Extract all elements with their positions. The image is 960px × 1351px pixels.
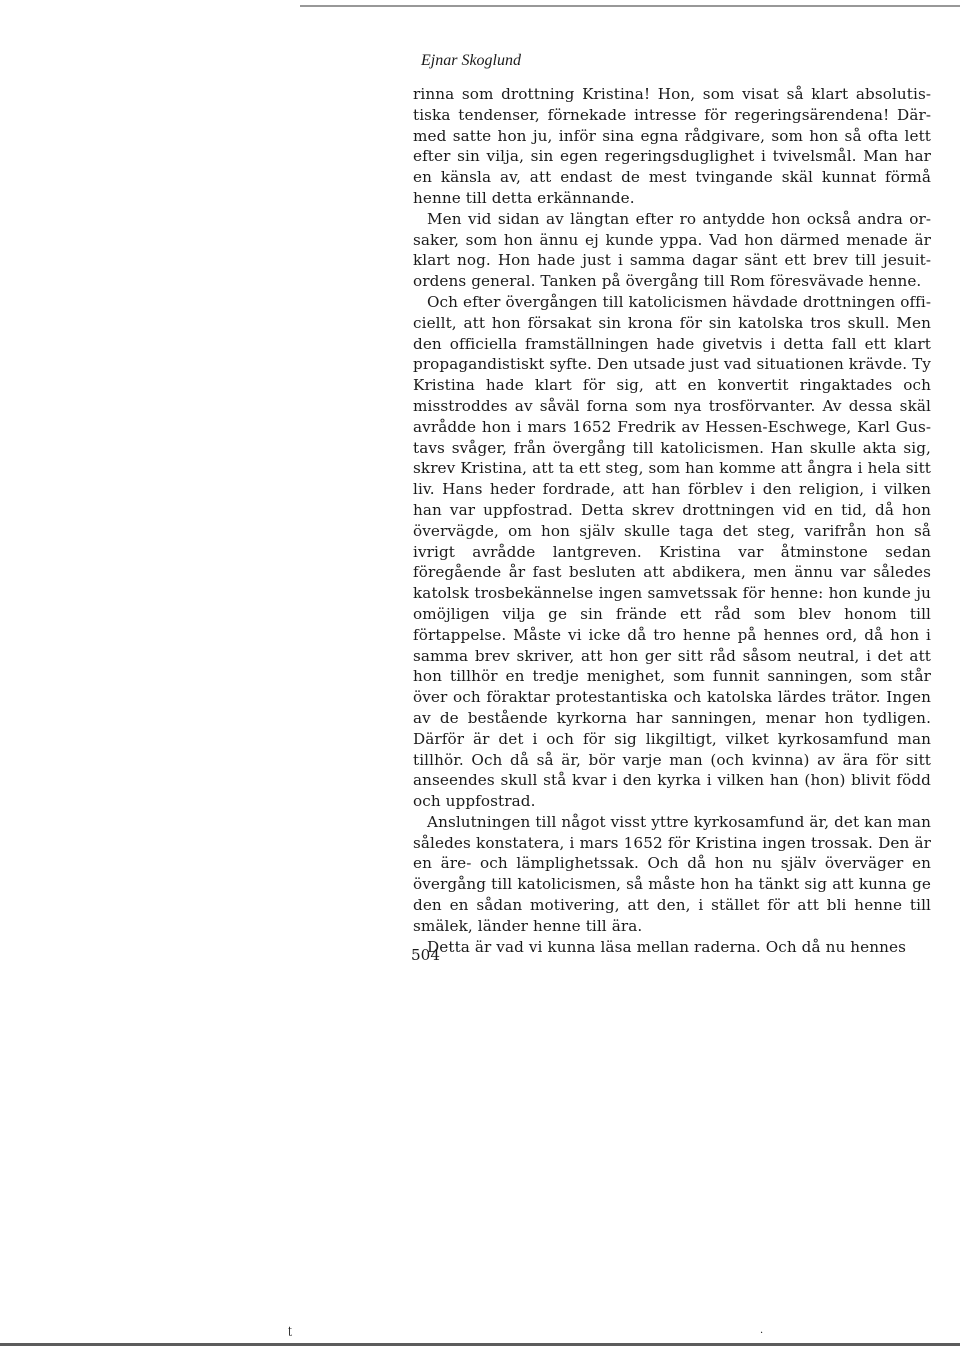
scan-speck: ʈ — [288, 1326, 293, 1337]
scan-edge-bottom — [0, 1343, 960, 1346]
paragraph-4: Anslutningen till något visst yttre kyrkosamfund är, det kan man således konstatera, i mars 1652 för Kristina ingen trossak. Den är en äre- och lämplighetssak. Och då hon nu själv överväger en övergång till katolicismen, så måste hon ha tänkt sig att kunna ge den en sådan motivering, att den, i stället för att bli henne till smälek, länder henne till ära. — [413, 812, 931, 935]
scan-edge-top — [300, 5, 960, 7]
paragraph-1: rinna som drottning Kristina! Hon, som visat så klart absolutistiska tendenser, förnekade intresse för regeringsärendena! Därmed satte hon ju, inför sina egna rådgivare, som hon så ofta lett efter sin vilja, sin egen regeringsduglighet i tvivelsmål. Man har en känsla av, att endast de mest tvingande skäl kunnat förmå henne till detta erkännande. — [413, 85, 931, 207]
scan-speck: · — [760, 1328, 764, 1339]
page-number: 504 — [411, 946, 440, 964]
paragraph-5: Detta är vad vi kunna läsa mellan raderna. Och då nu hennes — [427, 937, 906, 956]
body-text — [413, 84, 931, 957]
running-header-author: Ejnar Skoglund — [421, 52, 521, 69]
paragraph-2: Men vid sidan av längtan efter ro antydde hon också andra orsaker, som hon ännu ej kunde yppa. Vad hon därmed menade är klart nog. Hon hade just i samma dagar sänt ett brev till jesuitordens general. Tanken på övergång till Rom föresvävade henne. — [413, 209, 931, 291]
paragraph-3: Och efter övergången till katolicismen hävdade drottningen officiellt, att hon försakat sin krona för sin katolska tros skull. Men den officiella framställningen hade givetvis i detta fall ett klart propagandistiskt syfte. Den utsade just vad situationen krävde. Ty Kristina hade klart för sig, att en konvertit ringaktades och misstroddes av såväl forna som nya trosförvanter. Av dessa skäl avrådde hon i mars 1652 Fredrik av Hessen-Eschwege, Karl Gustavs svåger, från övergång till katolicismen. Han skulle akta sig, skrev Kristina, att ta ett steg, som han komme att ångra i hela sitt liv. Hans heder fordrade, att han förblev i den religion, i vilken han var uppfostrad. Detta skrev drottningen vid en tid, då hon övervägde, om hon själv skulle taga det steg, varifrån hon så ivrigt avrådde lantgreven. Kristina var åtminstone sedan föregående år fast besluten att abdikera, men ännu var således katolsk trosbekännelse ingen samvetssak för henne: hon kunde ju omöjligen vilja ge sin frände ett råd som blev honom till förtappelse. Måste vi icke då tro henne på hennes ord, då hon i samma brev skriver, att hon ger sitt råd såsom neutral, i det att hon tillhör en tredje menighet, som funnit sanningen, som står över och föraktar protestantiska och katolska lärdes trätor. Ingen av de bestående kyrkorna har sanningen, menar hon tydligen. Därför är det i och för sig likgiltigt, vilket kyrkosamfund man tillhör. Och då så är, bör varje man (och kvinna) av ära för sitt anseendes skull stå kvar i den kyrka i vilken han (hon) blivit född och uppfostrad. — [413, 292, 931, 811]
